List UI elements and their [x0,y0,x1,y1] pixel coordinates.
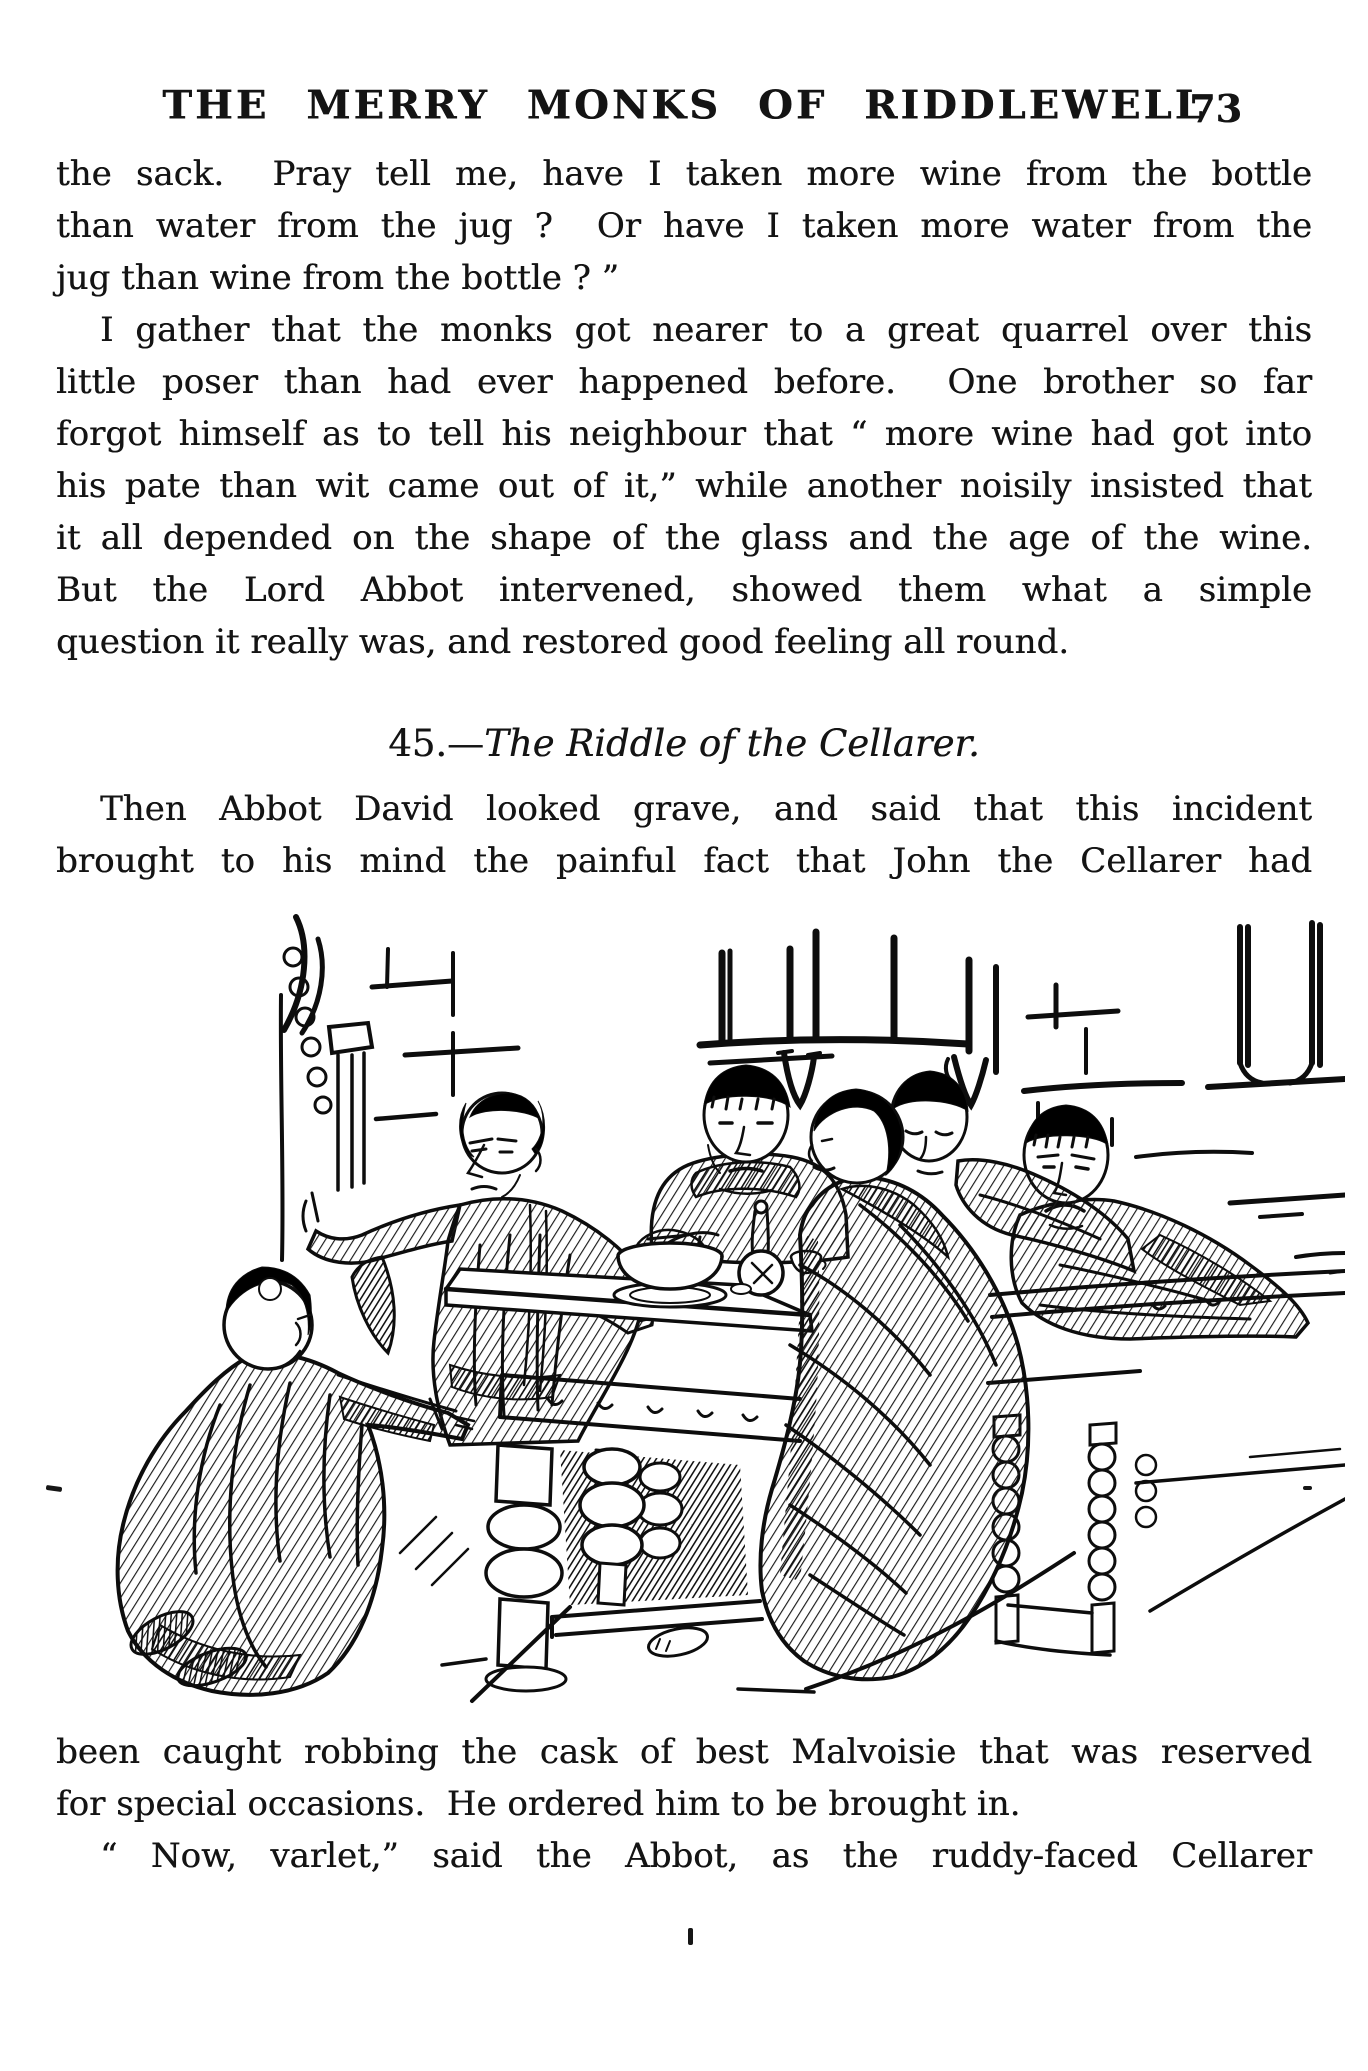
print-artifact [688,1928,693,1945]
text-line: his pate than wit came out of it,” while another noisily insisted that [56,466,1312,506]
text-line: the sack. Pray tell me, have I taken more wine from the bottle [56,154,1312,194]
monks-illustration [100,905,1345,1705]
text-line: forgot himself as to tell his neighbour that “ more wine had got into [56,414,1312,454]
page-number: 73 [1189,86,1242,131]
section-number: 45.— [388,722,485,765]
cellarer-figure [118,1267,474,1695]
page-header [56,82,1312,130]
print-artifact [46,1485,63,1492]
text-line: than water from the jug ? Or have I taken more water from the [56,206,1312,246]
print-artifact [1303,1486,1312,1490]
section-title: The Riddle of the Cellarer. [484,722,980,765]
text-line: little poser than had ever happened before. One brother so far [56,362,1312,402]
text-line: “ Now, varlet,” said the Abbot, as the ruddy-faced Cellarer [100,1836,1312,1876]
paragraph [56,148,1312,304]
text-line: been caught robbing the cask of best Malvoisie that was reserved [56,1732,1312,1772]
text-line: jug than wine from the bottle ? ” [56,258,619,298]
text-line: Then Abbot David looked grave, and said that this incident [100,789,1312,829]
text-line: it all depended on the shape of the glass and the age of the wine. [56,518,1312,558]
text-line: for special occasions. He ordered him to be brought in. [56,1784,1021,1824]
chapter-title: THE MERRY MONKS OF RIDDLEWELL [162,82,1206,129]
text-line: I gather that the monks got nearer to a great quarrel over this [100,310,1312,350]
text-line: question it really was, and restored good feeling all round. [56,622,1070,662]
paragraph [56,1726,1312,1882]
text-line: brought to his mind the painful fact that John the Cellarer had [56,841,1312,881]
monks-illustration-svg [100,905,1345,1705]
section-heading [56,720,1312,768]
paragraph [56,304,1312,668]
paragraph [56,783,1312,887]
text-line: But the Lord Abbot intervened, showed them what a simple [56,570,1312,610]
